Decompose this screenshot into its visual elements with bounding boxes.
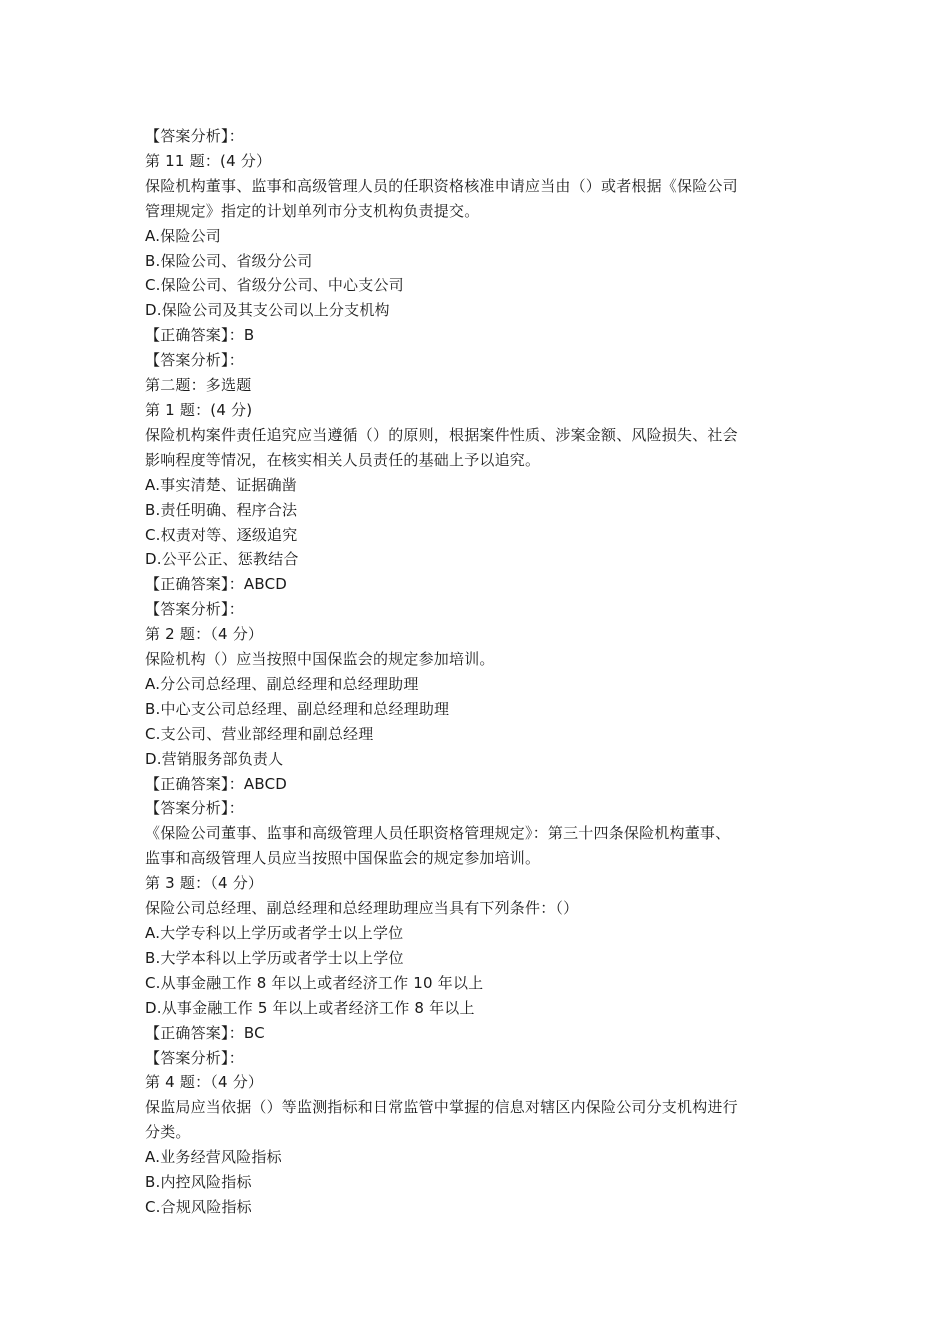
answer-analysis-label: 【答案分析】： (145, 127, 244, 145)
option-b: B.大学本科以上学历或者学士以上学位 (145, 948, 404, 967)
correct-answer: 【正确答案】：BC (145, 1023, 265, 1042)
option-b: B.中心支公司总经理、副总经理和总经理助理 (145, 699, 450, 718)
answer-analysis-label: 【答案分析】： (145, 799, 244, 818)
option-c: C.合规风险指标 (145, 1197, 252, 1216)
answer-analysis-label: 【答案分析】： (145, 1048, 244, 1067)
analysis-text: 《保险公司董事、监事和高级管理人员任职资格管理规定》：第三十四条保险机构董事、 (145, 824, 731, 843)
option-d: D.营销服务部负责人 (145, 749, 284, 768)
option-b: B.内控风险指标 (145, 1173, 252, 1192)
correct-answer: 【正确答案】：B (145, 326, 255, 345)
section-heading: 第二题：多选题 (145, 376, 252, 395)
question-header: 第 1 题：(4 分) (145, 400, 253, 419)
option-a: A.分公司总经理、副总经理和总经理助理 (145, 674, 419, 693)
option-c: C.权责对等、逐级追究 (145, 525, 298, 544)
option-b: B.保险公司、省级分公司 (145, 251, 313, 270)
option-d: D.从事金融工作 5 年以上或者经济工作 8 年以上 (145, 998, 475, 1017)
question-text: 保险机构案件责任追究应当遵循（）的原则，根据案件性质、涉案金额、风险损失、社会 (145, 425, 738, 444)
option-a: A.保险公司 (145, 226, 221, 245)
question-text: 保险机构（）应当按照中国保监会的规定参加培训。 (145, 650, 495, 669)
option-c: C.从事金融工作 8 年以上或者经济工作 10 年以上 (145, 973, 484, 992)
option-d: D.公平公正、惩教结合 (145, 550, 299, 569)
question-text: 影响程度等情况，在核实相关人员责任的基础上予以追究。 (145, 450, 541, 469)
question-header: 第 11 题：(4 分） (145, 151, 272, 170)
option-b: B.责任明确、程序合法 (145, 500, 298, 519)
option-c: C.保险公司、省级分公司、中心支公司 (145, 276, 404, 295)
correct-answer: 【正确答案】：ABCD (145, 575, 288, 594)
question-text: 保险公司总经理、副总经理和总经理助理应当具有下列条件：（） (145, 899, 579, 918)
question-header: 第 4 题：（4 分） (145, 1073, 264, 1092)
question-header: 第 2 题：（4 分） (145, 625, 264, 644)
question-text: 分类。 (145, 1123, 191, 1142)
question-header: 第 3 题：（4 分） (145, 874, 264, 893)
document-body (145, 124, 815, 1220)
option-a: A.事实清楚、证据确凿 (145, 475, 297, 494)
answer-analysis-label: 【答案分析】： (145, 351, 244, 370)
question-text: 保险机构董事、监事和高级管理人员的任职资格核准申请应当由（）或者根据《保险公司 (145, 176, 738, 195)
question-text: 管理规定》指定的计划单列市分支机构负责提交。 (145, 201, 480, 220)
option-d: D.保险公司及其支公司以上分支机构 (145, 301, 390, 320)
answer-analysis-label: 【答案分析】： (145, 600, 244, 619)
question-text: 保监局应当依据（）等监测指标和日常监管中掌握的信息对辖区内保险公司分支机构进行 (145, 1098, 738, 1117)
analysis-text: 监事和高级管理人员应当按照中国保监会的规定参加培训。 (145, 849, 541, 868)
option-a: A.大学专科以上学历或者学士以上学位 (145, 924, 404, 942)
option-c: C.支公司、营业部经理和副总经理 (145, 724, 374, 743)
correct-answer: 【正确答案】：ABCD (145, 774, 288, 793)
option-a: A.业务经营风险指标 (145, 1148, 282, 1167)
